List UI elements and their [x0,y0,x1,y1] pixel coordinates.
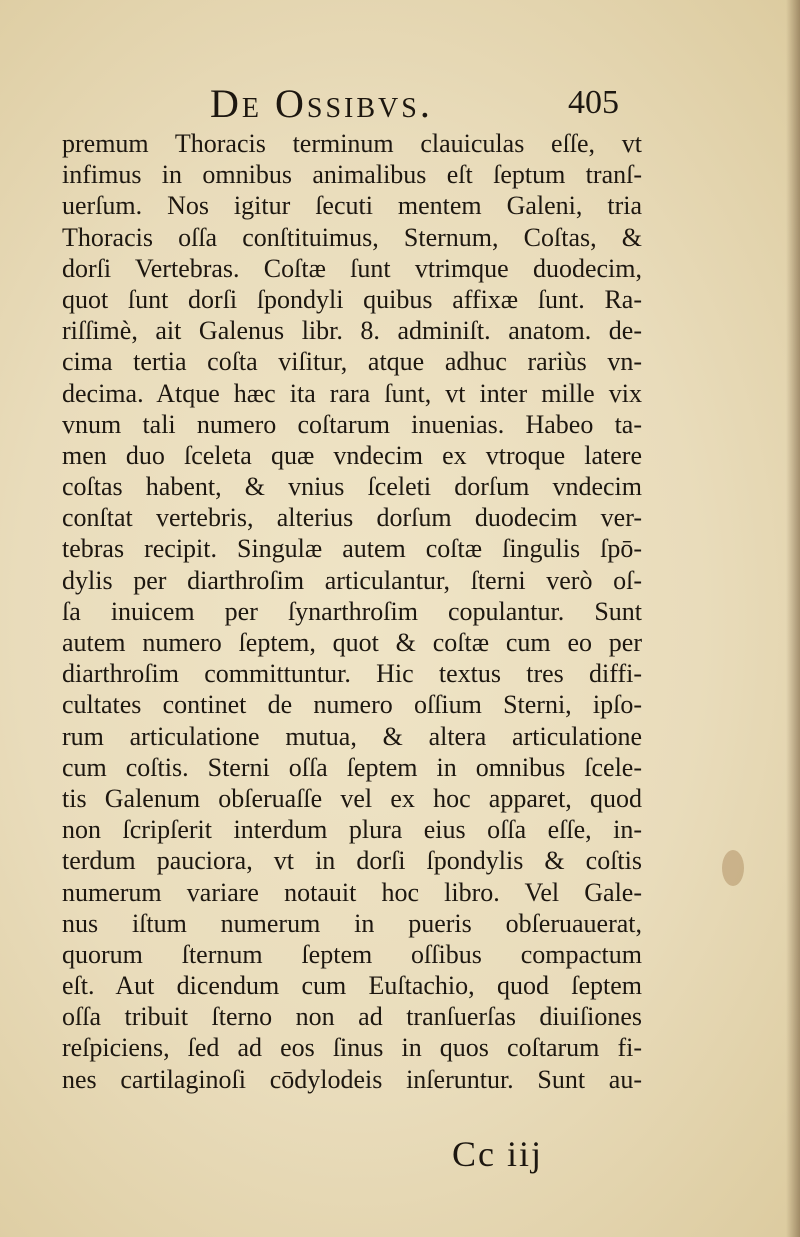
text-line: non ſcripſerit interdum plura eius oſſa eſſe, in- [62,815,642,845]
text-line: infimus in omnibus animalibus eſt ſeptum tranſ- [62,160,642,190]
text-line: quorum ſternum ſeptem oſſibus compactum [62,939,642,969]
text-line: decima. Atque hæc ita rara ſunt, vt inter mille vix [62,378,642,408]
text-line: cultates continet de numero oſſium Sterni, ipſo- [62,690,642,720]
paper-stain [722,850,744,886]
text-line: autem numero ſeptem, quot & coſtæ cum eo per [62,628,642,657]
text-line: men duo ſceleta quæ vndecim ex vtroque latere [62,440,642,470]
text-line: tebras recipit. Singulæ autem coſtæ ſingulis ſpō- [62,534,642,564]
text-line: cum coſtis. Sterni oſſa ſeptem in omnibus ſcele- [62,752,642,782]
text-line: rum articulatione mutua, & altera articulatione [62,721,642,751]
text-line: riſſimè, ait Galenus libr. 8. adminiſt. anatom. de- [62,316,642,346]
page-number: 405 [568,84,619,121]
text-line: numerum variare notauit hoc libro. Vel Gale- [62,877,642,907]
text-line: dylis per diarthroſim articulantur, ſterni verò oſ- [62,565,642,595]
text-line: tis Galenum obſeruaſſe vel ex hoc apparet, quod [62,783,642,813]
text-line: reſpiciens, ſed ad eos ſinus in quos coſtarum fi- [62,1033,642,1063]
text-line: nus iſtum numerum in pueris obſeruauerat, [62,908,642,938]
text-line: oſſa tribuit ſterno non ad tranſuerſas diuiſiones [62,1002,642,1032]
text-line: dorſi Vertebras. Coſtæ ſunt vtrimque duodecim, [62,253,642,283]
text-line: cima tertia coſta viſitur, atque adhuc rariùs vn- [62,347,642,377]
text-line: Thoracis oſſa conſtituimus, Sternum, Coſtas, & [62,222,642,252]
text-line: nes cartilaginoſi cōdylodeis inſeruntur. Sunt au- [62,1064,642,1094]
text-line: uerſum. Nos igitur ſecuti mentem Galeni, tria [62,191,642,221]
text-line: vnum tali numero coſtarum inuenias. Habeo ta- [62,409,642,439]
body-text [62,128,642,1095]
text-line: eſt. Aut dicendum cum Euſtachio, quod ſeptem [62,971,642,1001]
signature-mark: Cc iij [452,1134,543,1174]
text-line: conſtat vertebris, alterius dorſum duodecim ver- [62,503,642,533]
text-line: premum Thoracis terminum clauiculas eſſe, vt [62,129,642,158]
running-head [60,74,660,134]
running-head-title: De Ossibvs. [210,81,433,126]
text-line: coſtas habent, & vnius ſceleti dorſum vndecim [62,472,642,502]
text-line: ſa inuicem per ſynarthroſim copulantur. Sunt [62,596,642,626]
text-line: quot ſunt dorſi ſpondyli quibus affixæ ſunt. Ra- [62,284,642,314]
text-line: diarthroſim committuntur. Hic textus tres diffi- [62,659,642,689]
text-line: terdum pauciora, vt in dorſi ſpondylis & coſtis [62,846,642,876]
